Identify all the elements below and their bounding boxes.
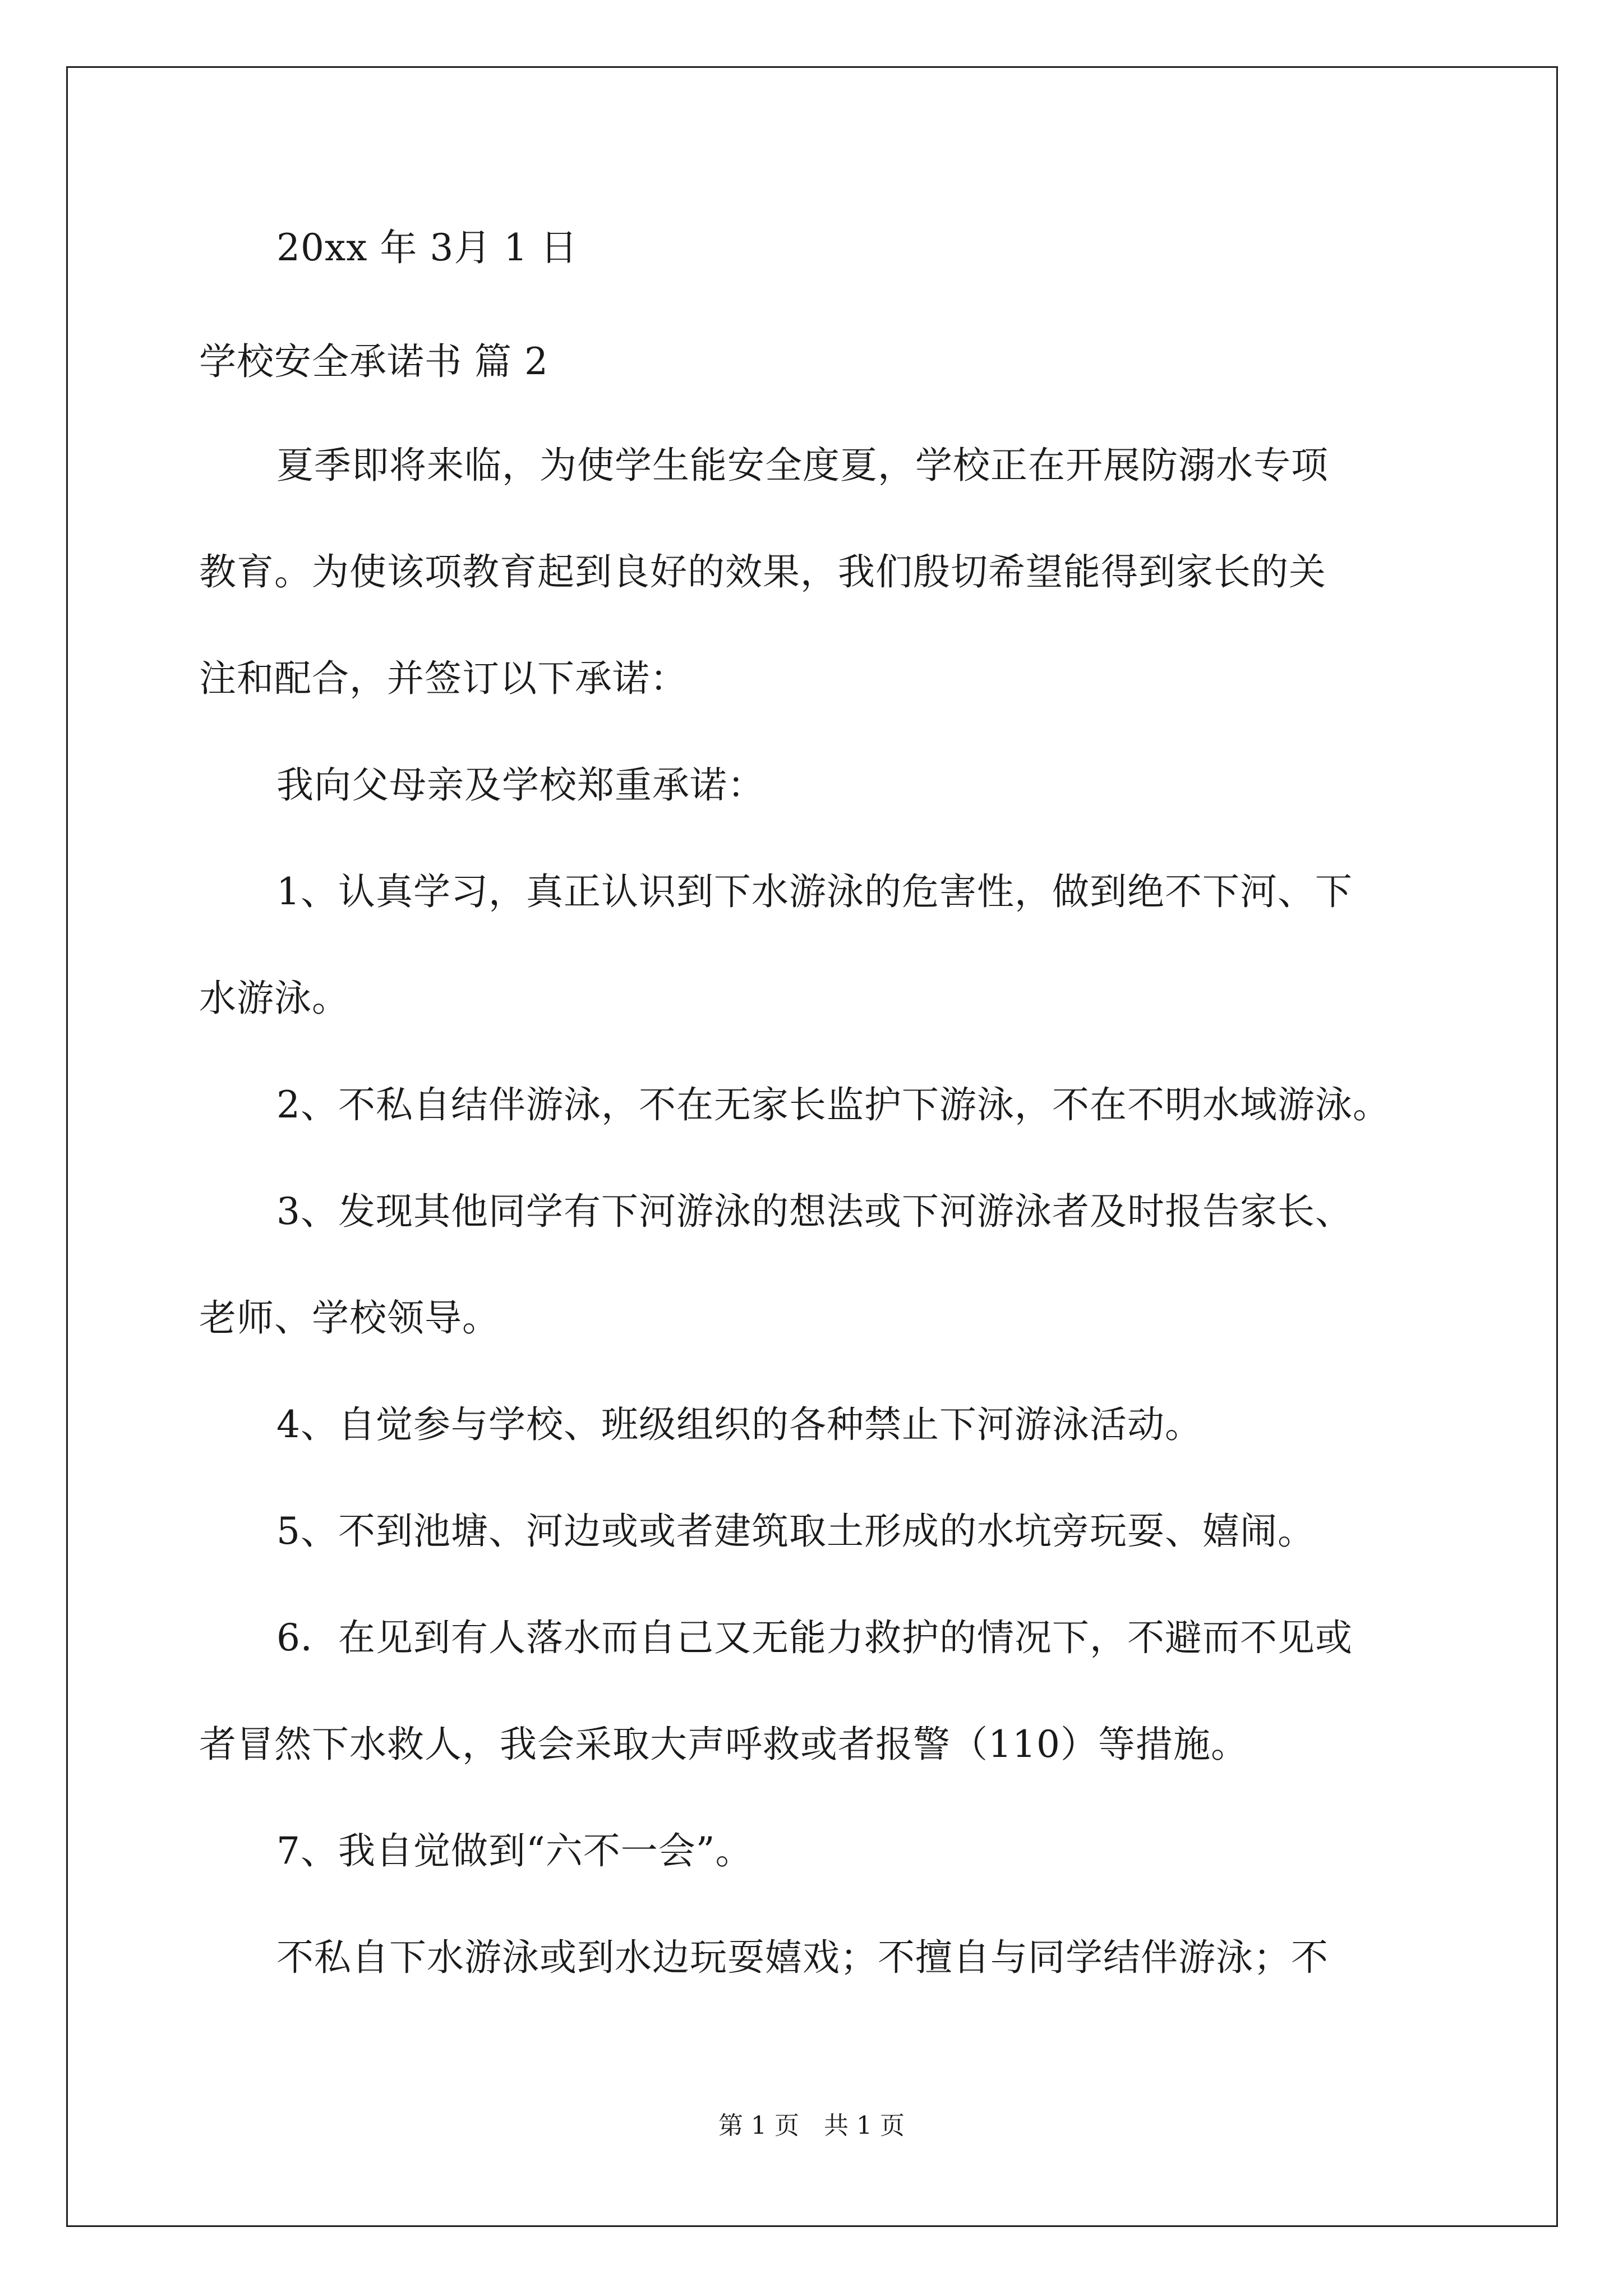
paragraph-line: 教育。为使该项教育起到良好的效果，我们殷切希望能得到家长的关: [199, 550, 1326, 593]
paragraph-line: 夏季即将来临，为使学生能安全度夏，学校正在开展防溺水专项: [276, 444, 1329, 487]
list-item-7: 7、我自觉做到“六不一会”。: [276, 1829, 753, 1872]
page-footer: 第 1 页 共 1 页: [718, 2111, 905, 2140]
list-item-3-cont: 老师、学校领导。: [199, 1296, 500, 1340]
section-heading: 学校安全承诺书 篇 2: [199, 340, 548, 383]
paragraph-line: 我向父母亲及学校郑重承诺：: [276, 763, 765, 807]
list-item-6: 6．在见到有人落水而自己又无能力救护的情况下，不避而不见或: [276, 1616, 1353, 1659]
date-line: 20xx 年 3月 1 日: [276, 226, 578, 269]
paragraph-line: 不私自下水游泳或到水边玩耍嬉戏；不擅自与同学结伴游泳；不: [276, 1936, 1329, 1979]
list-item-1-cont: 水游泳。: [199, 977, 349, 1020]
paragraph-line: 注和配合，并签订以下承诺：: [199, 657, 688, 700]
list-item-5: 5、不到池塘、河边或或者建筑取土形成的水坑旁玩耍、嬉闹。: [276, 1510, 1315, 1553]
list-item-2: 2、不私自结伴游泳，不在无家长监护下游泳，不在不明水域游泳。: [276, 1083, 1390, 1126]
list-item-6-cont: 者冒然下水救人，我会采取大声呼救或者报警（110）等措施。: [199, 1723, 1248, 1766]
page-border: [66, 66, 1558, 2227]
list-item-1: 1、认真学习，真正认识到下水游泳的危害性，做到绝不下河、下: [276, 870, 1353, 913]
list-item-4: 4、自觉参与学校、班级组织的各种禁止下河游泳活动。: [276, 1403, 1202, 1446]
list-item-3: 3、发现其他同学有下河游泳的想法或下河游泳者及时报告家长、: [276, 1190, 1353, 1233]
